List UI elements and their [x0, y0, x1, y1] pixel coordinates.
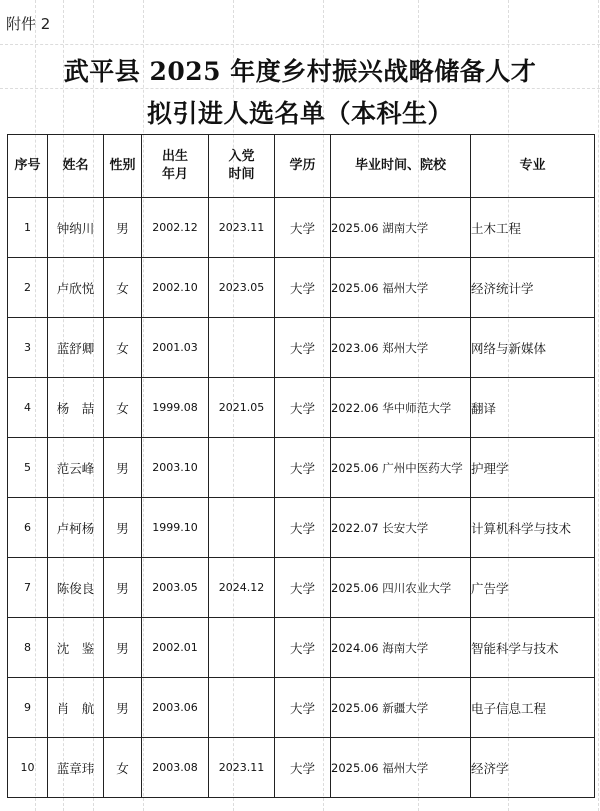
- cell-gender: 女: [104, 378, 142, 438]
- cell-gender: 女: [104, 258, 142, 318]
- cell-no: 8: [8, 618, 48, 678]
- cell-grad: 2022.06 华中师范大学: [331, 378, 471, 438]
- cell-name: 沈 鉴: [48, 618, 104, 678]
- header-party-l2: 时间: [228, 167, 255, 182]
- cell-no: 2: [8, 258, 48, 318]
- cell-name: 杨 喆: [48, 378, 104, 438]
- candidate-table: [7, 134, 595, 798]
- cell-gender: 男: [104, 198, 142, 258]
- cell-party: 2023.05: [209, 258, 275, 318]
- cell-party: 2023.11: [209, 198, 275, 258]
- cell-birth: 2003.06: [142, 678, 209, 738]
- cell-grad: 2025.06 湖南大学: [331, 198, 471, 258]
- cell-grad: 2024.06 海南大学: [331, 618, 471, 678]
- cell-education: 大学: [275, 258, 331, 318]
- cell-grad: 2023.06 郑州大学: [331, 318, 471, 378]
- cell-party: [209, 618, 275, 678]
- cell-grad: 2025.06 福州大学: [331, 738, 471, 798]
- header-party-l1: 入党: [228, 149, 255, 164]
- header-grad: 毕业时间、院校: [331, 135, 471, 198]
- cell-gender: 男: [104, 618, 142, 678]
- cell-birth: 2003.10: [142, 438, 209, 498]
- cell-party: [209, 498, 275, 558]
- cell-education: 大学: [275, 378, 331, 438]
- attachment-label: 附件 2: [6, 15, 51, 33]
- cell-gender: 男: [104, 438, 142, 498]
- cell-grad: 2025.06 广州中医药大学: [331, 438, 471, 498]
- cell-party: [209, 678, 275, 738]
- cell-birth: 2002.01: [142, 618, 209, 678]
- cell-name: 陈俊良: [48, 558, 104, 618]
- cell-party: [209, 438, 275, 498]
- header-birth-l1: 出生: [161, 149, 188, 164]
- cell-no: 6: [8, 498, 48, 558]
- cell-birth: 1999.08: [142, 378, 209, 438]
- cell-party: 2024.12: [209, 558, 275, 618]
- header-name: 姓名: [48, 135, 104, 198]
- gridline: [0, 44, 600, 45]
- cell-name: 范云峰: [48, 438, 104, 498]
- cell-grad: 2025.06 四川农业大学: [331, 558, 471, 618]
- table-row: [8, 378, 595, 438]
- header-birth: [142, 135, 209, 198]
- header-no: 序号: [8, 135, 48, 198]
- cell-education: 大学: [275, 318, 331, 378]
- cell-education: 大学: [275, 498, 331, 558]
- cell-name: 肖 航: [48, 678, 104, 738]
- cell-birth: 2002.10: [142, 258, 209, 318]
- cell-major: 经济统计学: [471, 258, 595, 318]
- cell-major: 计算机科学与技术: [471, 498, 595, 558]
- cell-no: 1: [8, 198, 48, 258]
- header-party: [209, 135, 275, 198]
- cell-party: 2023.11: [209, 738, 275, 798]
- cell-major: 网络与新媒体: [471, 318, 595, 378]
- cell-education: 大学: [275, 558, 331, 618]
- cell-gender: 男: [104, 498, 142, 558]
- cell-major: 土木工程: [471, 198, 595, 258]
- cell-no: 10: [8, 738, 48, 798]
- cell-major: 经济学: [471, 738, 595, 798]
- cell-birth: 2001.03: [142, 318, 209, 378]
- cell-no: 3: [8, 318, 48, 378]
- cell-education: 大学: [275, 618, 331, 678]
- cell-name: 钟纳川: [48, 198, 104, 258]
- page-title-line1: 武平县 2025 年度乡村振兴战略储备人才: [63, 57, 537, 86]
- table-row: [8, 558, 595, 618]
- header-gender: 性别: [104, 135, 142, 198]
- cell-gender: 男: [104, 558, 142, 618]
- header-birth-l2: 年月: [161, 167, 188, 182]
- cell-no: 7: [8, 558, 48, 618]
- cell-major: 电子信息工程: [471, 678, 595, 738]
- table-row: [8, 198, 595, 258]
- cell-name: 卢柯杨: [48, 498, 104, 558]
- cell-birth: 2003.08: [142, 738, 209, 798]
- gridline: [0, 88, 600, 89]
- cell-grad: 2025.06 福州大学: [331, 258, 471, 318]
- cell-gender: 男: [104, 678, 142, 738]
- table-row: [8, 678, 595, 738]
- cell-no: 4: [8, 378, 48, 438]
- table-row: [8, 738, 595, 798]
- header-education: 学历: [275, 135, 331, 198]
- table-row: [8, 618, 595, 678]
- table-header-row: [8, 135, 595, 198]
- cell-gender: 女: [104, 318, 142, 378]
- table-row: [8, 498, 595, 558]
- cell-major: 翻译: [471, 378, 595, 438]
- header-major: 专业: [471, 135, 595, 198]
- cell-education: 大学: [275, 738, 331, 798]
- cell-name: 蓝舒卿: [48, 318, 104, 378]
- cell-grad: 2022.07 长安大学: [331, 498, 471, 558]
- cell-major: 广告学: [471, 558, 595, 618]
- cell-birth: 1999.10: [142, 498, 209, 558]
- cell-birth: 2003.05: [142, 558, 209, 618]
- cell-major: 护理学: [471, 438, 595, 498]
- cell-gender: 女: [104, 738, 142, 798]
- cell-no: 5: [8, 438, 48, 498]
- cell-birth: 2002.12: [142, 198, 209, 258]
- cell-name: 蓝章玮: [48, 738, 104, 798]
- cell-party: [209, 318, 275, 378]
- table-row: [8, 438, 595, 498]
- cell-no: 9: [8, 678, 48, 738]
- cell-party: 2021.05: [209, 378, 275, 438]
- table-row: [8, 318, 595, 378]
- cell-major: 智能科学与技术: [471, 618, 595, 678]
- cell-education: 大学: [275, 678, 331, 738]
- table-row: [8, 258, 595, 318]
- cell-name: 卢欣悦: [48, 258, 104, 318]
- cell-education: 大学: [275, 198, 331, 258]
- page-title-line2: 拟引进人选名单（本科生）: [146, 99, 453, 128]
- cell-grad: 2025.06 新疆大学: [331, 678, 471, 738]
- cell-education: 大学: [275, 438, 331, 498]
